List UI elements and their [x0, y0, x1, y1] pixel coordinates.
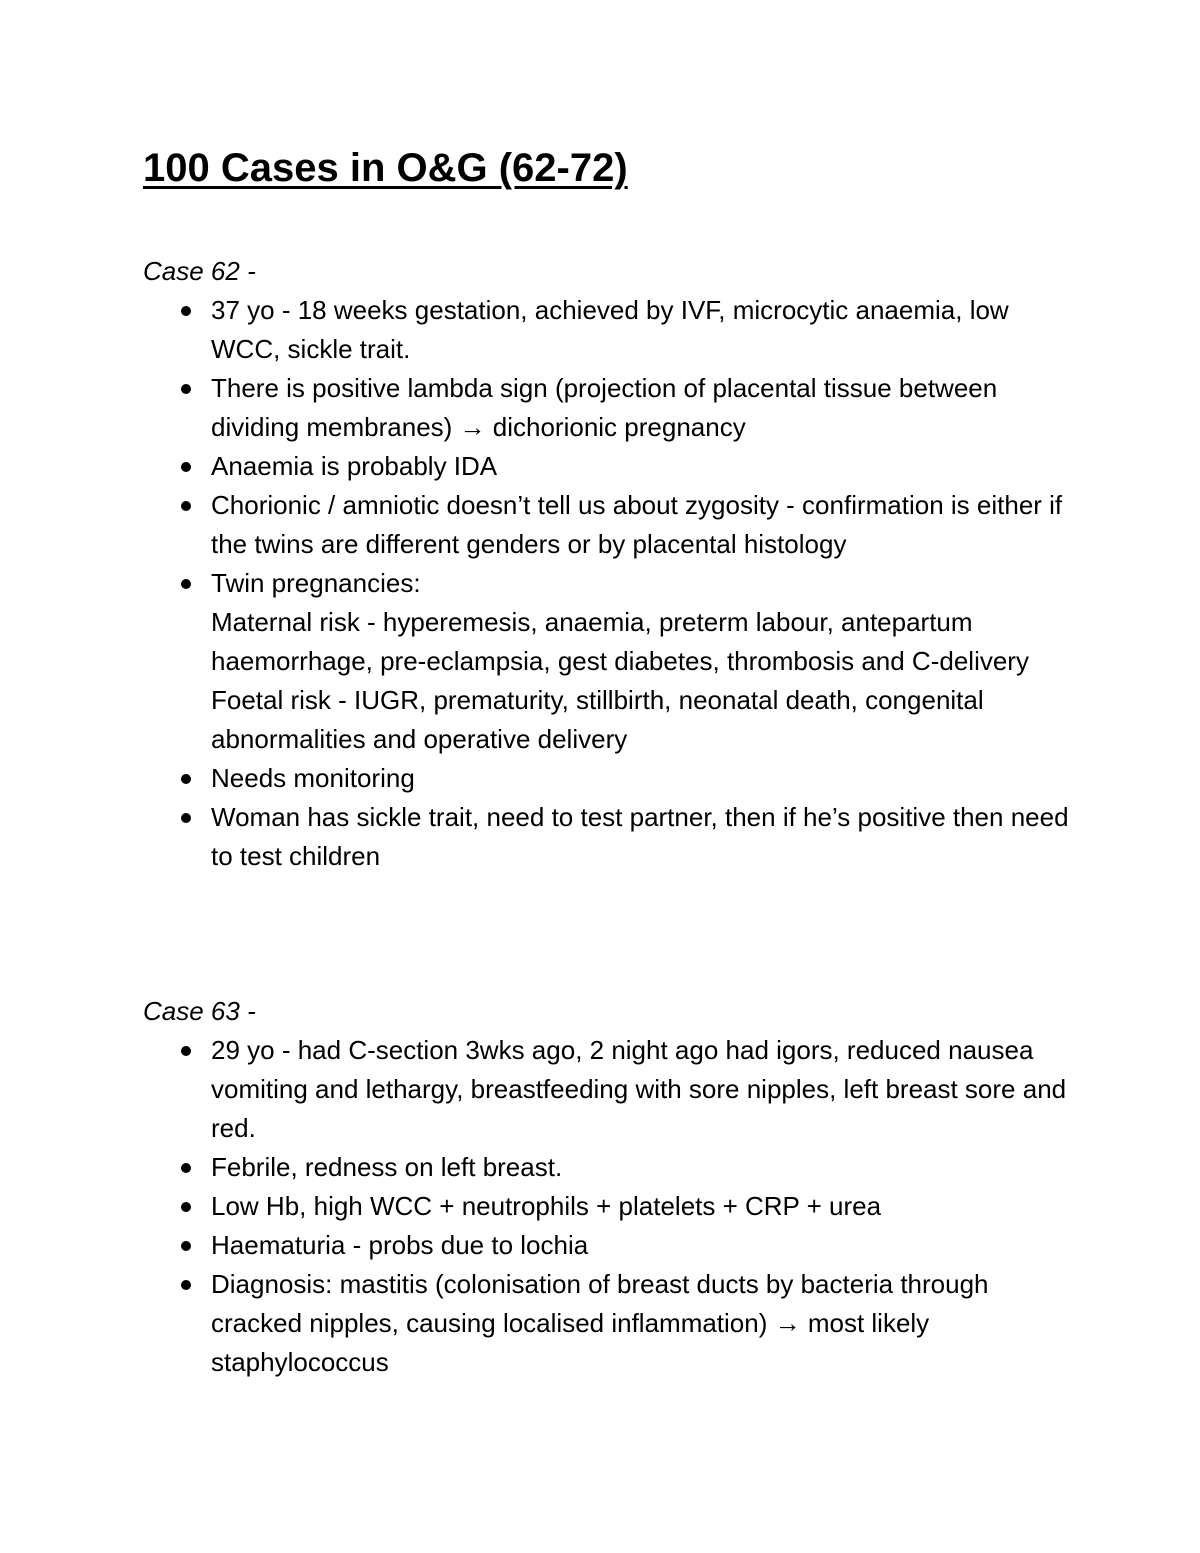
bullet-text: Diagnosis: mastitis (colonisation of breast ducts by bacteria through cracked nipples, causing localised inflammation) → most likely staphylococcus [211, 1269, 989, 1377]
bullet-text: Febrile, redness on left breast. [211, 1152, 563, 1182]
case-heading: Case 62 - [143, 256, 256, 286]
bullet-item [143, 486, 1083, 564]
bullet-icon [181, 501, 191, 511]
bullet-text: Chorionic / amniotic doesn’t tell us about zygosity - confirmation is either if the twins are different genders or by placental histology [211, 490, 1063, 559]
bullet-icon [181, 1046, 191, 1056]
bullet-text: Needs monitoring [211, 763, 415, 793]
bullet-item [143, 447, 1083, 486]
bullet-item [143, 1226, 1083, 1265]
document-title: 100 Cases in O&G (62-72) [143, 146, 628, 190]
bullet-icon [181, 774, 191, 784]
case-63-bullet-list [143, 1031, 1083, 1382]
bullet-item [143, 1187, 1083, 1226]
bullet-text: There is positive lambda sign (projection of placental tissue between dividing membranes) → dichorionic pregnancy [211, 373, 998, 442]
bullet-text: Anaemia is probably IDA [211, 451, 498, 481]
bullet-icon [181, 813, 191, 823]
maternal-risk-text: Maternal risk - hyperemesis, anaemia, preterm labour, antepartum haemorrhage, pre-eclampsia, gest diabetes, thrombosis and C-delivery [211, 607, 1029, 676]
bullet-icon [181, 384, 191, 394]
bullet-item [143, 1148, 1083, 1187]
foetal-risk-text: Foetal risk - IUGR, prematurity, stillbirth, neonatal death, congenital abnormalities and operative delivery [211, 685, 984, 754]
bullet-item [143, 564, 1083, 759]
bullet-text: 29 yo - had C-section 3wks ago, 2 night ago had igors, reduced nausea vomiting and lethargy, breastfeeding with sore nipples, left breast sore and red. [211, 1035, 1067, 1143]
bullet-item [143, 291, 1083, 369]
bullet-text: Woman has sickle trait, need to test partner, then if he’s positive then need to test children [211, 802, 1069, 871]
bullet-item [143, 759, 1083, 798]
bullet-icon [181, 462, 191, 472]
case-62-section [143, 252, 1083, 876]
bullet-item [143, 1031, 1083, 1148]
bullet-text: Haematuria - probs due to lochia [211, 1230, 589, 1260]
bullet-icon [181, 1202, 191, 1212]
bullet-text: 37 yo - 18 weeks gestation, achieved by IVF, microcytic anaemia, low WCC, sickle trait. [211, 295, 1009, 364]
bullet-item [143, 369, 1083, 447]
bullet-icon [181, 1280, 191, 1290]
bullet-text: Twin pregnancies: [211, 568, 421, 598]
bullet-item [143, 1265, 1083, 1382]
case-63-section [143, 992, 1083, 1382]
case-62-bullet-list [143, 291, 1083, 876]
bullet-icon [181, 579, 191, 589]
bullet-text: Low Hb, high WCC + neutrophils + platelets + CRP + urea [211, 1191, 882, 1221]
bullet-icon [181, 1241, 191, 1251]
bullet-item [143, 798, 1083, 876]
bullet-icon [181, 1163, 191, 1173]
bullet-icon [181, 306, 191, 316]
case-heading: Case 63 - [143, 996, 256, 1026]
